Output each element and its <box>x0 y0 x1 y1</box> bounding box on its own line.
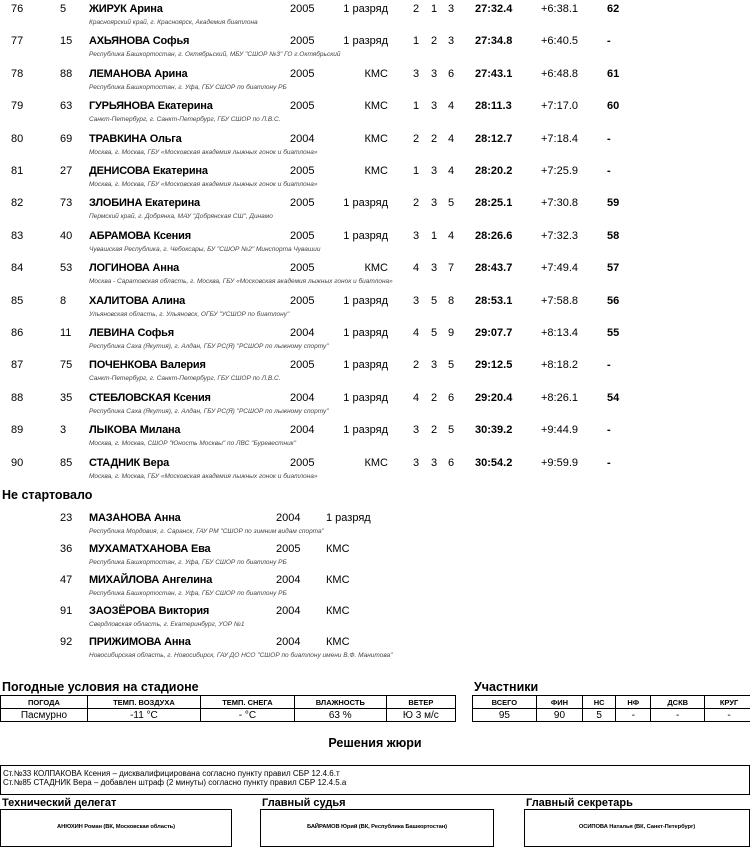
dns-year: 2004 <box>276 512 301 524</box>
result-org: Республика Саха (Якутия), г. Алдан, ГБУ РС(Я) "РСШОР по лыжному спорту" <box>89 407 329 415</box>
participants-value: 90 <box>536 709 582 722</box>
result-row <box>0 454 750 487</box>
result-year: 2004 <box>290 391 315 404</box>
participants-header: ДСКВ <box>651 696 705 709</box>
dns-title: Не стартовало <box>2 488 93 502</box>
result-org: Москва - Саратовская область, г. Москва, ГБУ «Московская академия лыжных гонок и биатлона» <box>89 278 393 286</box>
dns-category: КМС <box>326 574 350 586</box>
result-year: 2005 <box>290 262 315 275</box>
result-s3: 8 <box>448 294 455 307</box>
result-s1: 4 <box>413 262 420 275</box>
dns-category: 1 разряд <box>326 512 371 524</box>
result-gap: +7:25.9 <box>541 165 579 177</box>
result-s3: 9 <box>448 327 455 339</box>
result-s3: 4 <box>448 165 455 177</box>
result-rank: 86 <box>11 327 24 339</box>
result-name: ЛЕМАНОВА Арина <box>89 67 188 80</box>
result-year: 2005 <box>290 3 315 15</box>
result-bib: 63 <box>60 100 73 113</box>
dns-year: 2005 <box>276 543 301 555</box>
participants-value: - <box>705 709 750 722</box>
dns-row <box>0 602 750 635</box>
result-bib: 11 <box>60 327 72 339</box>
result-s1: 3 <box>413 67 420 80</box>
chief-judge-title: Главный судья <box>262 797 346 809</box>
weather-value: 63 % <box>294 709 386 722</box>
result-category: 1 разряд <box>343 294 388 307</box>
dns-row <box>0 509 750 542</box>
dns-bib: 23 <box>60 512 73 524</box>
result-category: КМС <box>364 100 388 113</box>
result-category: КМС <box>364 165 388 177</box>
result-row <box>0 0 750 33</box>
result-points: 62 <box>607 3 620 15</box>
result-rank: 77 <box>11 35 24 48</box>
result-points: - <box>607 424 611 437</box>
result-org: Республика Саха (Якутия), г. Алдан, ГБУ РС(Я) "РСШОР по лыжному спорту" <box>89 343 329 350</box>
result-s3: 4 <box>448 100 455 113</box>
result-points: 55 <box>607 327 620 339</box>
result-bib: 88 <box>60 67 73 80</box>
result-org: Москва, г. Москва, ГБУ «Московская академия лыжных гонок и биатлона» <box>89 148 318 156</box>
result-rank: 89 <box>11 424 24 437</box>
result-name: СТАДНИК Вера <box>89 456 170 469</box>
result-time: 28:26.6 <box>475 229 513 242</box>
dns-org: Республика Башкортостан, г. Уфа, ГБУ СШОР по биатлону РБ <box>89 559 287 566</box>
dns-year: 2004 <box>276 636 301 648</box>
dns-org: Новосибирская область, г. Новосибирск, ГАУ ДО НСО "СШОР по биатлону имени В.Ф. Манитова" <box>89 652 393 659</box>
result-s3: 5 <box>448 197 455 210</box>
result-s2: 1 <box>431 229 438 242</box>
result-s1: 1 <box>413 100 420 113</box>
result-year: 2005 <box>290 229 315 242</box>
jury-line: Ст.№85 СТАДНИК Вера – добавлен штраф (2 минуты) согласно пункту правил СБР 12.4.5.а <box>3 778 347 787</box>
participants-header: ВСЕГО <box>473 696 537 709</box>
participants-table <box>472 695 750 722</box>
result-category: 1 разряд <box>343 197 388 210</box>
result-s2: 5 <box>431 327 438 339</box>
result-bib: 53 <box>60 262 73 275</box>
result-gap: +8:26.1 <box>541 391 579 404</box>
result-s3: 6 <box>448 391 455 404</box>
result-category: КМС <box>364 262 388 275</box>
result-category: КМС <box>364 132 388 145</box>
result-rank: 82 <box>11 197 24 210</box>
result-rank: 76 <box>11 3 24 15</box>
result-s3: 4 <box>448 132 455 145</box>
weather-title: Погодные условия на стадионе <box>2 680 199 694</box>
result-s2: 5 <box>431 294 438 307</box>
participants-value: 5 <box>583 709 616 722</box>
result-points: 61 <box>607 67 620 80</box>
result-s3: 5 <box>448 424 455 437</box>
result-points: 59 <box>607 197 620 210</box>
participants-header: НФ <box>616 696 651 709</box>
result-s1: 3 <box>413 424 420 437</box>
result-name: ТРАВКИНА Ольга <box>89 132 182 145</box>
result-year: 2005 <box>290 456 315 469</box>
result-s1: 2 <box>413 132 420 145</box>
result-year: 2004 <box>290 132 315 145</box>
participants-header: КРУГ <box>705 696 750 709</box>
result-s3: 6 <box>448 67 455 80</box>
result-row <box>0 292 750 325</box>
result-org: Москва, г. Москва, ГБУ «Московская академия лыжных гонок и биатлона» <box>89 181 318 188</box>
weather-value: -11 °C <box>87 709 200 722</box>
result-bib: 69 <box>60 132 73 145</box>
participants-value-row <box>473 709 750 722</box>
result-rank: 78 <box>11 67 24 80</box>
dns-name: МАЗАНОВА Анна <box>89 512 181 524</box>
result-time: 28:11.3 <box>475 100 512 113</box>
result-org: Чувашская Республика, г. Чебоксары, БУ "СШОР №2" Минспорта Чувашии <box>89 245 321 253</box>
result-points: 56 <box>607 294 620 307</box>
result-s2: 1 <box>431 3 438 15</box>
result-s1: 3 <box>413 456 420 469</box>
result-year: 2005 <box>290 294 315 307</box>
result-rank: 88 <box>11 391 24 404</box>
weather-header: ТЕМП. СНЕГА <box>200 696 294 709</box>
result-name: ЗЛОБИНА Екатерина <box>89 197 200 210</box>
dns-row <box>0 633 750 666</box>
dns-org: Республика Мордовия, г. Саранск, ГАУ РМ "СШОР по зимним видам спорта" <box>89 528 324 535</box>
result-bib: 73 <box>60 197 73 210</box>
result-points: - <box>607 359 611 372</box>
weather-header: ВЛАЖНОСТЬ <box>294 696 386 709</box>
result-s3: 3 <box>448 35 455 48</box>
result-points: 60 <box>607 100 620 113</box>
result-bib: 35 <box>60 391 73 404</box>
result-s1: 1 <box>413 35 420 48</box>
result-gap: +8:13.4 <box>541 327 579 339</box>
result-rank: 87 <box>11 359 24 372</box>
result-s1: 4 <box>413 327 420 339</box>
result-org: Ульяновская область, г. Ульяновск, ОГБУ "УСШОР по биатлону" <box>89 310 290 318</box>
result-org: Пермский край, г. Добрянка, МАУ "Добрянская СШ", Динамо <box>89 213 273 221</box>
result-points: - <box>607 456 611 469</box>
result-org: Республика Башкортостан, г. Уфа, ГБУ СШОР по биатлону РБ <box>89 83 287 91</box>
result-gap: +7:30.8 <box>541 197 579 210</box>
result-s3: 6 <box>448 456 455 469</box>
result-gap: +9:59.9 <box>541 456 579 469</box>
dns-row <box>0 571 750 604</box>
dns-name: МУХАМАТХАНОВА Ева <box>89 543 211 555</box>
result-year: 2005 <box>290 35 315 48</box>
result-s2: 2 <box>431 424 438 437</box>
dns-name: ПРИЖИМОВА Анна <box>89 636 191 648</box>
participants-header: НС <box>583 696 616 709</box>
result-bib: 85 <box>60 456 73 469</box>
dns-bib: 47 <box>60 574 73 586</box>
result-s3: 4 <box>448 229 455 242</box>
result-org: Санкт-Петербург, г. Санкт-Петербург, ГБУ СШОР по Л.В.С. <box>89 375 281 383</box>
result-name: ЛОГИНОВА Анна <box>89 262 180 275</box>
participants-value: - <box>616 709 651 722</box>
result-category: 1 разряд <box>343 229 388 242</box>
chief-secretary-title: Главный секретарь <box>526 797 633 809</box>
result-gap: +6:40.5 <box>541 35 579 48</box>
result-rank: 80 <box>11 132 24 145</box>
weather-value: - °C <box>200 709 294 722</box>
weather-header: ПОГОДА <box>1 696 88 709</box>
result-s1: 2 <box>413 359 420 372</box>
result-gap: +7:18.4 <box>541 132 579 145</box>
result-rank: 85 <box>11 294 24 307</box>
result-s2: 3 <box>431 262 438 275</box>
result-points: - <box>607 165 611 177</box>
jury-decisions <box>0 765 750 795</box>
result-bib: 15 <box>60 35 73 48</box>
result-s1: 2 <box>413 3 420 15</box>
result-row <box>0 130 750 163</box>
result-gap: +8:18.2 <box>541 359 579 372</box>
result-gap: +7:49.4 <box>541 262 579 275</box>
result-s2: 3 <box>431 67 438 80</box>
result-time: 29:07.7 <box>475 327 513 339</box>
result-category: 1 разряд <box>343 35 388 48</box>
result-name: СТЕБЛОВСКАЯ Ксения <box>89 391 211 404</box>
result-row <box>0 259 750 292</box>
result-row <box>0 227 750 260</box>
result-s2: 3 <box>431 165 438 177</box>
result-time: 27:34.8 <box>475 35 513 48</box>
result-category: 1 разряд <box>343 359 388 372</box>
result-bib: 8 <box>60 294 67 307</box>
result-time: 28:43.7 <box>475 262 513 275</box>
result-row <box>0 194 750 227</box>
result-row <box>0 421 750 454</box>
result-row <box>0 97 750 130</box>
dns-bib: 91 <box>60 605 73 617</box>
result-row <box>0 65 750 98</box>
result-rank: 84 <box>11 262 24 275</box>
participants-value: - <box>651 709 705 722</box>
result-name: ЖИРУК Арина <box>89 3 163 15</box>
result-s3: 3 <box>448 3 455 15</box>
result-s2: 2 <box>431 391 438 404</box>
result-time: 29:20.4 <box>475 391 513 404</box>
weather-table <box>0 695 456 722</box>
result-category: КМС <box>364 456 388 469</box>
result-s2: 3 <box>431 197 438 210</box>
result-name: ЛЫКОВА Милана <box>89 424 181 437</box>
chief-judge-name: БАЙРАМОВ Юрий (ВК, Республика Башкортостан) <box>306 824 448 830</box>
dns-bib: 36 <box>60 543 73 555</box>
result-points: - <box>607 132 611 145</box>
weather-header-row <box>1 696 456 709</box>
result-org: Москва, г. Москва, СШОР "Юность Москвы" по ЛВС "Буревестник" <box>89 440 297 448</box>
result-s2: 3 <box>431 359 438 372</box>
result-rank: 90 <box>11 456 24 469</box>
result-s2: 2 <box>431 132 438 145</box>
dns-year: 2004 <box>276 574 301 586</box>
result-time: 28:12.7 <box>475 132 513 145</box>
result-time: 28:53.1 <box>475 294 513 307</box>
result-name: АБРАМОВА Ксения <box>89 229 191 242</box>
result-s2: 3 <box>431 100 438 113</box>
weather-value: Пасмурно <box>1 709 88 722</box>
result-time: 30:54.2 <box>475 456 513 469</box>
result-gap: +7:58.8 <box>541 294 579 307</box>
result-name: АХЬЯНОВА Софья <box>89 35 190 48</box>
dns-category: КМС <box>326 543 350 555</box>
dns-category: КМС <box>326 605 350 617</box>
result-gap: +7:32.3 <box>541 229 579 242</box>
result-bib: 75 <box>60 359 73 372</box>
result-year: 2005 <box>290 197 315 210</box>
result-org: Республика Башкортостан, г. Октябрьский, МБУ "СШОР №3" ГО г.Октябрьский <box>89 51 341 59</box>
result-org: Санкт-Петербург, г. Санкт-Петербург, ГБУ СШОР по Л.В.С. <box>89 116 281 124</box>
result-name: ЛЕВИНА Софья <box>89 327 174 339</box>
result-row <box>0 324 750 357</box>
result-rank: 79 <box>11 100 24 113</box>
result-gap: +9:44.9 <box>541 424 579 437</box>
result-gap: +7:17.0 <box>541 100 579 113</box>
result-rank: 83 <box>11 229 24 242</box>
dns-row <box>0 540 750 573</box>
dns-name: МИХАЙЛОВА Ангелина <box>89 574 213 586</box>
result-bib: 40 <box>60 229 73 242</box>
result-s1: 2 <box>413 197 420 210</box>
result-category: КМС <box>364 67 388 80</box>
jury-title: Решения жюри <box>328 736 422 750</box>
result-bib: 27 <box>60 165 73 177</box>
result-org: Москва, г. Москва, ГБУ «Московская академия лыжных гонок и биатлона» <box>89 472 318 480</box>
weather-value-row <box>1 709 456 722</box>
technical-delegate-title: Технический делегат <box>2 797 117 809</box>
result-time: 29:12.5 <box>475 359 513 372</box>
technical-delegate-name: АНЮХИН Роман (ВК, Московская область) <box>57 824 175 830</box>
dns-year: 2004 <box>276 605 301 617</box>
result-year: 2005 <box>290 100 315 113</box>
result-s3: 5 <box>448 359 455 372</box>
result-name: ДЕНИСОВА Екатерина <box>89 165 208 177</box>
result-s2: 3 <box>431 456 438 469</box>
result-gap: +6:38.1 <box>541 3 579 15</box>
chief-secretary-name: ОСИПОВА Наталья (ВК, Санкт-Петербург) <box>578 824 696 830</box>
participants-title: Участники <box>474 680 539 694</box>
result-time: 27:43.1 <box>475 67 513 80</box>
result-bib: 5 <box>60 3 67 15</box>
result-time: 28:20.2 <box>475 165 513 177</box>
result-points: 58 <box>607 229 620 242</box>
result-category: 1 разряд <box>343 3 388 15</box>
result-category: 1 разряд <box>343 424 388 437</box>
result-name: ПОЧЕНКОВА Валерия <box>89 359 206 372</box>
result-points: - <box>607 35 611 48</box>
result-row <box>0 162 750 195</box>
weather-header: ТЕМП. ВОЗДУХА <box>87 696 200 709</box>
result-time: 27:32.4 <box>475 3 513 15</box>
weather-header: ВЕТЕР <box>386 696 455 709</box>
result-s1: 3 <box>413 229 420 242</box>
result-year: 2005 <box>290 165 315 177</box>
dns-category: КМС <box>326 636 350 648</box>
result-bib: 3 <box>60 424 67 437</box>
result-year: 2005 <box>290 359 315 372</box>
participants-header-row <box>473 696 750 709</box>
result-points: 54 <box>607 391 620 404</box>
result-row <box>0 356 750 389</box>
result-row <box>0 389 750 422</box>
result-year: 2005 <box>290 67 315 80</box>
result-s1: 4 <box>413 391 420 404</box>
weather-value: Ю 3 м/с <box>386 709 455 722</box>
result-category: 1 разряд <box>343 327 388 339</box>
dns-org: Свердловская область, г. Екатеринбург, УОР №1 <box>89 621 245 628</box>
result-s3: 7 <box>448 262 455 275</box>
result-name: ГУРЬЯНОВА Екатерина <box>89 100 213 113</box>
result-time: 30:39.2 <box>475 424 513 437</box>
participants-value: 95 <box>473 709 537 722</box>
dns-org: Республика Башкортостан, г. Уфа, ГБУ СШОР по биатлону РБ <box>89 590 287 597</box>
jury-line: Ст.№33 КОЛПАКОВА Ксения – дисквалифицирована согласно пункту правил СБР 12.4.6.т <box>3 769 340 778</box>
dns-bib: 92 <box>60 636 73 648</box>
result-time: 28:25.1 <box>475 197 513 210</box>
dns-name: ЗАОЗЁРОВА Виктория <box>89 605 210 617</box>
result-category: 1 разряд <box>343 391 388 404</box>
result-s1: 1 <box>413 165 420 177</box>
result-points: 57 <box>607 262 620 275</box>
participants-header: ФИН <box>536 696 582 709</box>
result-org: Красноярский край, г. Красноярск, Академия биатлона <box>89 19 258 26</box>
result-s2: 2 <box>431 35 438 48</box>
result-name: ХАЛИТОВА Алина <box>89 294 186 307</box>
result-year: 2004 <box>290 327 315 339</box>
result-year: 2004 <box>290 424 315 437</box>
result-s1: 3 <box>413 294 420 307</box>
result-gap: +6:48.8 <box>541 67 579 80</box>
result-row <box>0 32 750 65</box>
result-rank: 81 <box>11 165 24 177</box>
